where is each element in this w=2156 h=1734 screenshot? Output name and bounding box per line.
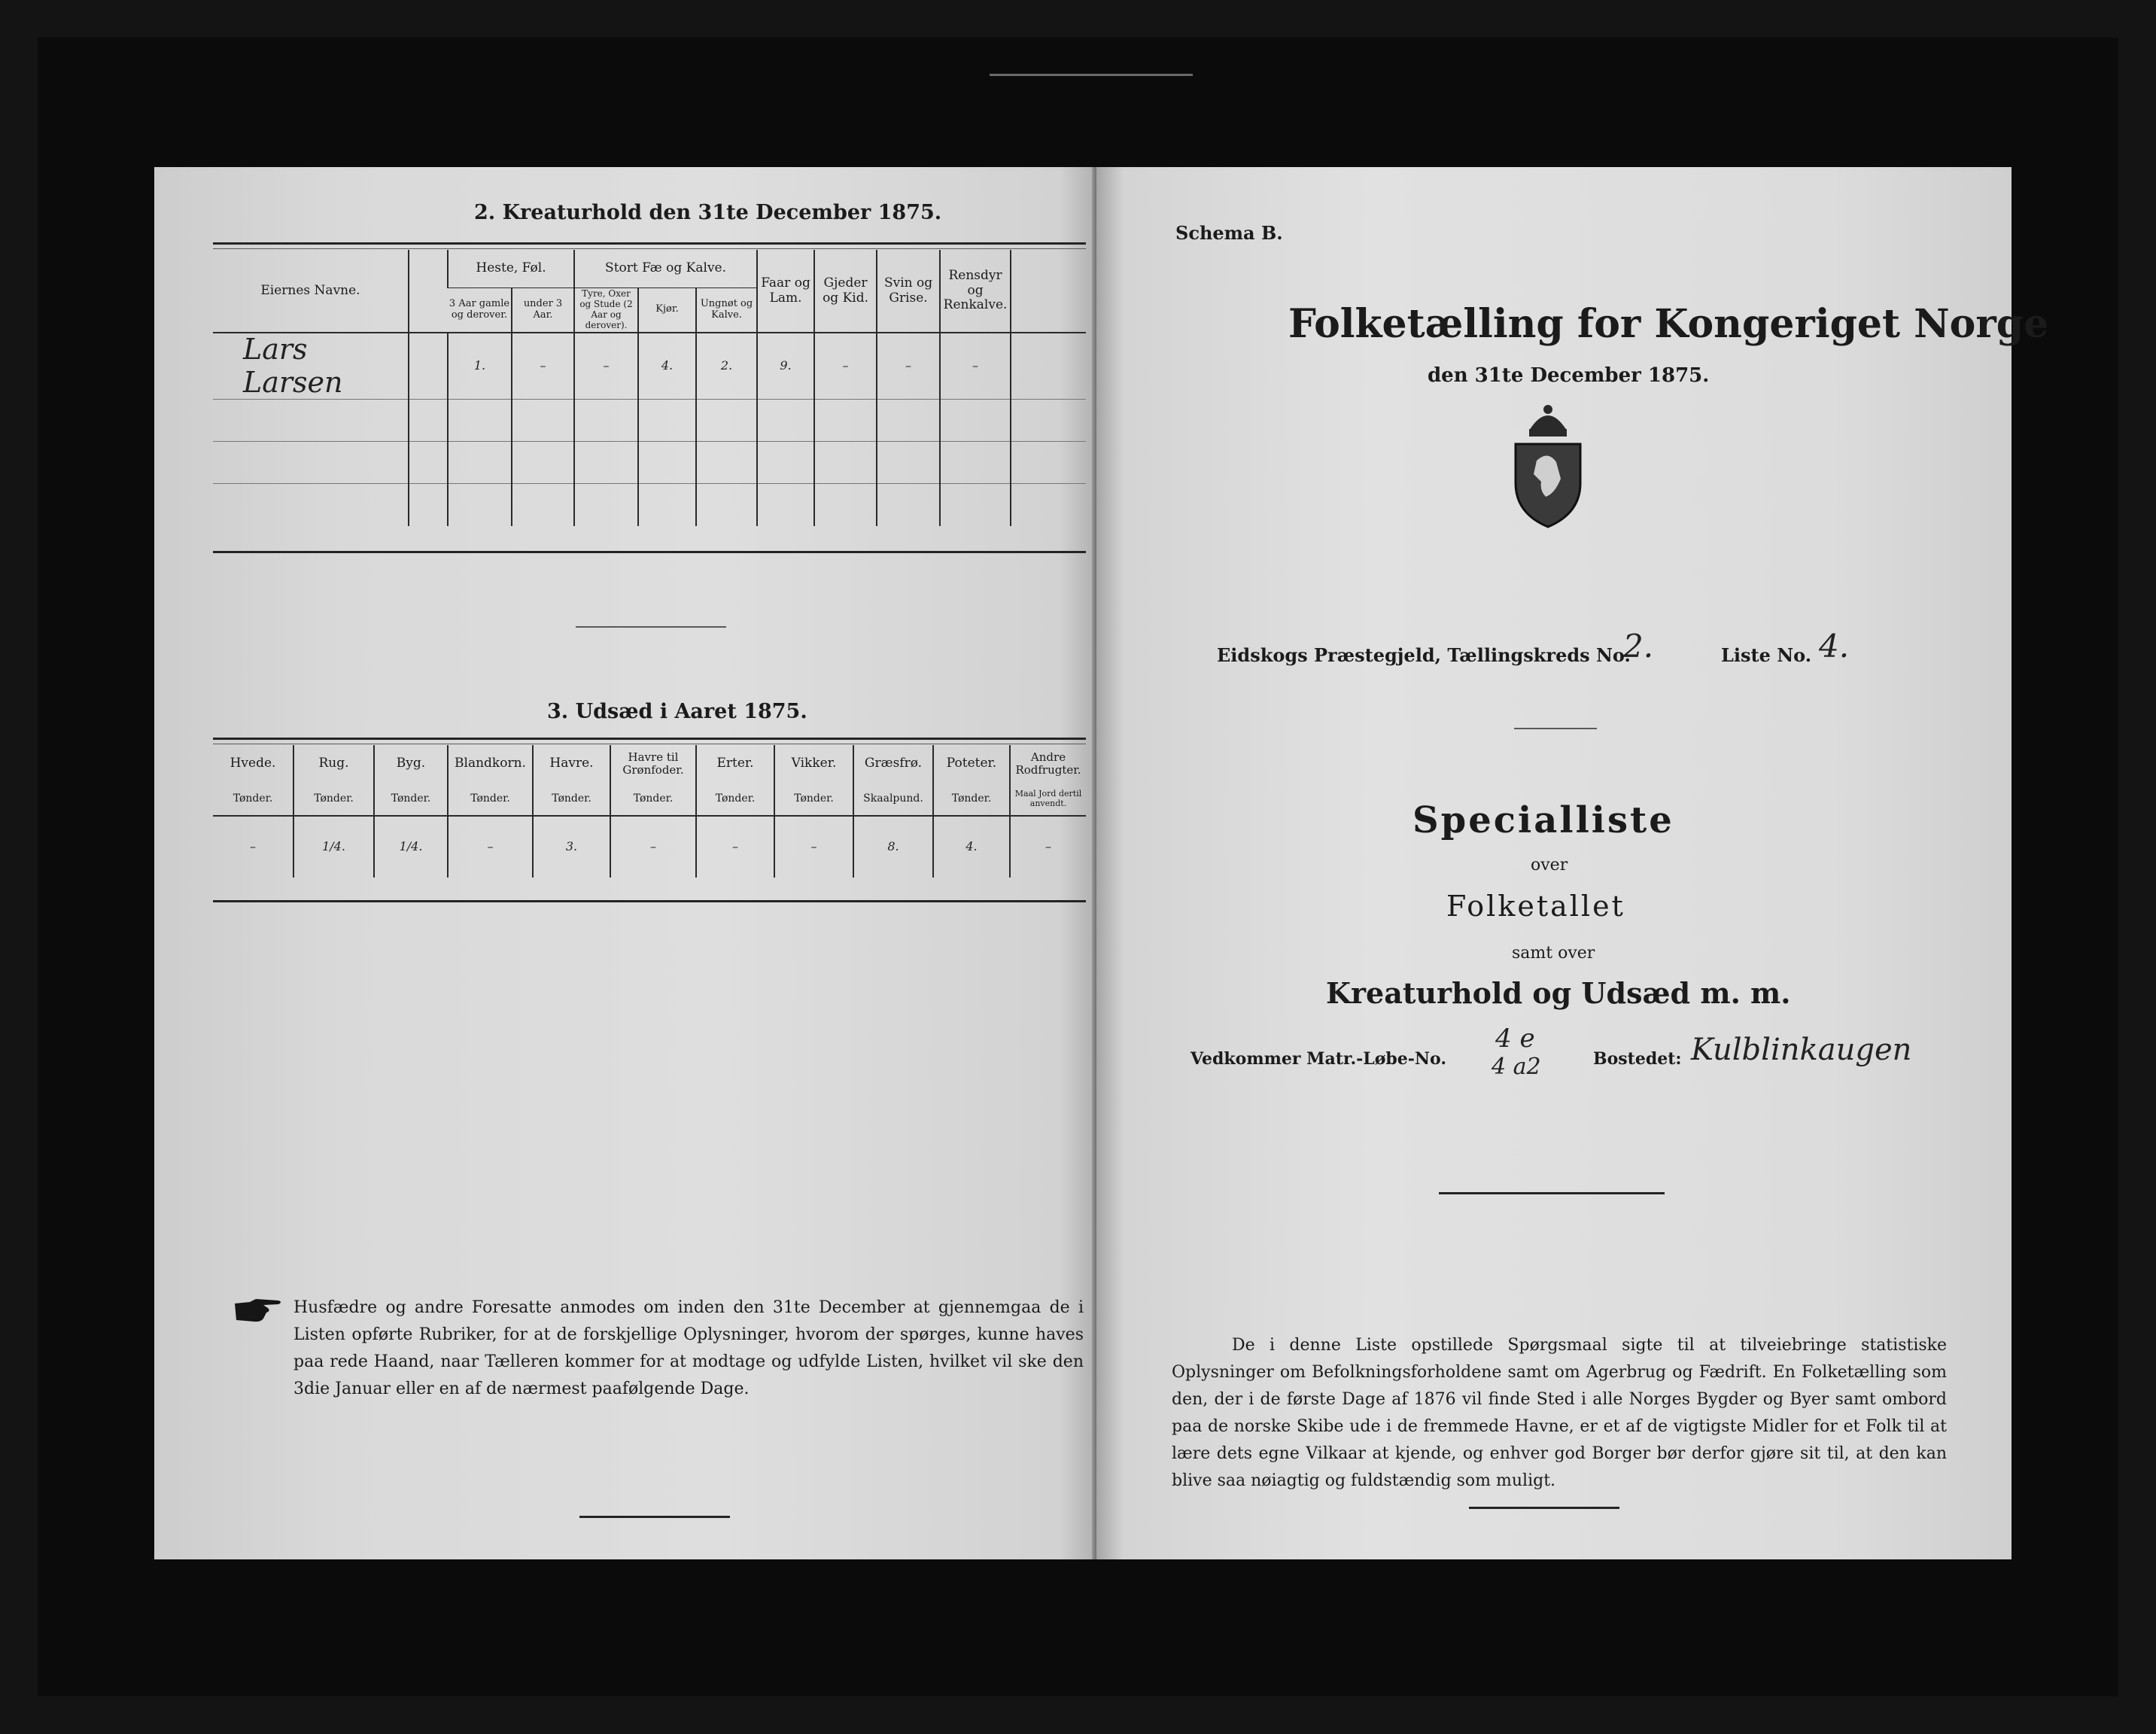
over-label: over [1531,856,1568,875]
matr-label: Vedkommer Matr.-Løbe-No. [1191,1049,1446,1069]
seed-unit: Tønder. [610,783,696,816]
horses-sub1-header: 3 Aar gamle og derover. [448,287,512,333]
horses-sub2-header: under 3 Aar. [512,287,574,333]
top-mark [990,74,1193,76]
pointing-hand-icon [233,1296,284,1325]
divider [1514,728,1597,729]
seed-unit: Tønder. [293,783,374,816]
cell-cows: 4. [638,333,696,400]
table3-top-rule [213,738,1086,740]
section3-title: 3. Udsæd i Aaret 1875. [547,700,807,723]
seed-value-oats-fodder: – [610,816,696,878]
col-goats-header: Gjeder og Kid. [814,250,877,333]
district-no: 2. [1623,628,1654,665]
cell-reindeer: – [940,333,1011,400]
divider [1439,1192,1665,1194]
section2-title: 2. Kreaturhold den 31te December 1875. [474,201,942,224]
left-page [154,167,1096,1559]
seed-value-mixed: – [448,816,533,878]
bosted-label: Bostedet: [1593,1049,1682,1069]
table2-top-rule [213,242,1086,245]
list-label: Liste No. [1721,644,1812,666]
list-no: 4. [1819,628,1850,665]
specialliste-heading: Specialliste [1412,799,1674,841]
col-reindeer-header: Rensdyr og Renkalve. [940,250,1011,333]
seed-header-oats: Havre. [533,745,610,783]
seed-header-roots: Andre Rodfrugter. [1010,745,1086,783]
table-row [213,400,1086,442]
seed-unit: Skaalpund. [853,783,933,816]
footer-text: De i denne Liste opstillede Spørgsmaal sigte til at tilveiebringe statistiske Oplysninger om Befolkningsforholdene samt om Agerbrug og Fædrift. En Folketælling som den, der i de første Dage af 1876 vil finde Sted i alle Norges Bygder og Byer samt ombord paa de norske Skibe ude i de fremmede Havne, er et af de vigtigste Midler for et Folk til at lære dets egne Vilkaar at kjende, og enhver god Borger bør derfor gjøre sit til, at den kan blive saa nøiagtig og fuldstændig som muligt. [1172,1336,1947,1490]
form-date: den 31te December 1875. [1428,364,1710,387]
seed-unit: Tønder. [213,783,293,816]
seed-unit: Maal Jord dertil anvendt. [1010,783,1086,816]
seed-header-rye: Rug. [293,745,374,783]
cattle-sub2-header: Kjør. [638,287,696,333]
seed-header-peas: Erter. [696,745,774,783]
seed-unit: Tønder. [374,783,448,816]
cattle-sub3-header: Ungnøt og Kalve. [696,287,757,333]
table-row [213,484,1086,526]
seed-value-grass: 8. [853,816,933,878]
table2-bottom-rule [213,551,1086,553]
seed-value-oats: 3. [533,816,610,878]
table-row [213,333,1086,400]
seed-header-vetch: Vikker. [774,745,853,783]
parish-name: Eidskogs [1217,644,1308,666]
coat-of-arms-icon [1507,400,1589,528]
notice-text: Husfædre og andre Foresatte anmodes om inden den 31te December at gjennemgaa de i Listen opførte Rubriker, for at de forskjellige Oplysninger, hvorom der spørges, kunne haves paa rede Haand, naar Tælleren kommer for at modtage og udfylde Listen, hvilket vil ske den 3die Januar eller en af de nærmest paafølgende Dage. [293,1298,1084,1398]
cell-horses-old: 1. [448,333,512,400]
seed-unit: Tønder. [448,783,533,816]
seed-value-roots: – [1010,816,1086,878]
seed-value-vetch: – [774,816,853,878]
table-row [213,816,1086,878]
cattle-sub1-header: Tyre, Oxer og Stude (2 Aar og derover). [574,287,638,333]
seed-unit: Tønder. [933,783,1010,816]
divider [1469,1507,1619,1509]
schema-label: Schema B. [1175,222,1283,244]
seed-value-barley: 1/4. [374,816,448,878]
district-label: Tællingskreds No. [1447,644,1631,666]
seed-unit: Tønder. [696,783,774,816]
cell-blank [409,333,448,400]
col-owner-header: Eiernes Navne. [213,250,409,333]
cell-blank-end [1011,333,1086,400]
folketallet-heading: Folketallet [1446,890,1625,923]
seed-header-mixed: Blandkorn. [448,745,533,783]
seed-value-rye: 1/4. [293,816,374,878]
cell-bulls: – [574,333,638,400]
col-blank [409,250,448,333]
livestock-table [213,250,1086,526]
group-horses-header: Heste, Føl. [448,250,574,287]
seed-header-barley: Byg. [374,745,448,783]
parish-label: Præstegjeld, [1314,644,1441,666]
seed-header-oats-fodder: Havre til Grønfoder. [610,745,696,783]
table3-bottom-rule [213,900,1086,902]
seed-header-grass: Græsfrø. [853,745,933,783]
seed-unit: Tønder. [533,783,610,816]
matr-no-top: 4 e [1495,1024,1535,1054]
cell-goats: – [814,333,877,400]
cell-horses-young: – [512,333,574,400]
col-blank-end [1011,250,1086,333]
seed-header-potatoes: Poteter. [933,745,1010,783]
seed-header-wheat: Hvede. [230,756,276,771]
seed-value-potatoes: 4. [933,816,1010,878]
samt-over-label: samt over [1512,944,1595,963]
table-row [213,442,1086,484]
kreaturhold-heading: Kreaturhold og Udsæd m. m. [1326,976,1791,1010]
seed-value-peas: – [696,816,774,878]
form-title: Folketælling for Kongeriget Norge [1288,301,2049,347]
matr-no-bottom: 4 a2 [1492,1054,1541,1080]
bosted-value: Kulblinkaugen [1691,1033,1912,1067]
cell-pigs: – [877,333,940,400]
cell-sheep: 9. [757,333,814,400]
seed-value-wheat: – [250,839,256,854]
right-page [1096,167,2049,1559]
owner-name: Lars Larsen [243,333,343,399]
col-pigs-header: Svin og Grise. [877,250,940,333]
cell-young-cattle: 2. [696,333,757,400]
divider [579,1516,730,1518]
seed-unit: Tønder. [774,783,853,816]
seed-table [213,745,1086,878]
divider [576,626,726,628]
group-cattle-header: Stort Fæ og Kalve. [574,250,757,287]
col-sheep-header: Faar og Lam. [757,250,814,333]
table2-top-rule-2 [213,248,1086,249]
